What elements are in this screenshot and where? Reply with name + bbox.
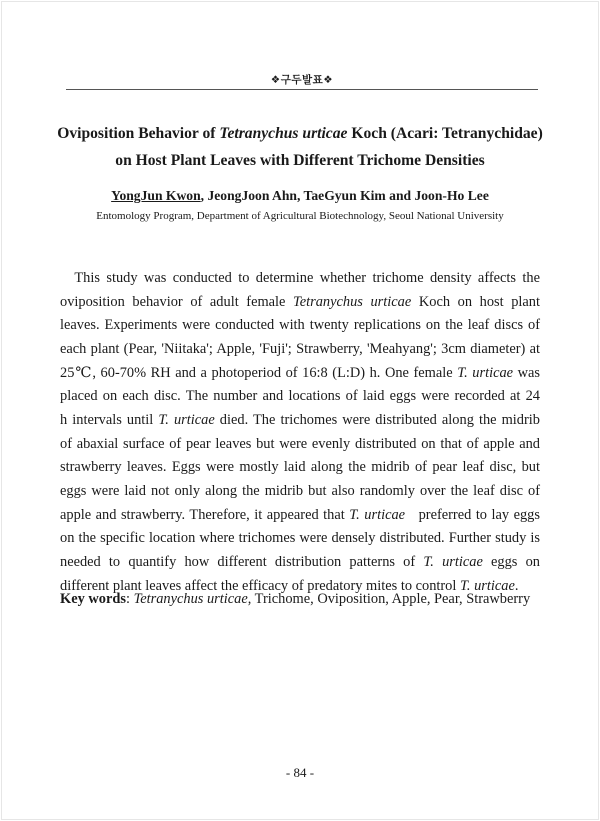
abstract-line: needed to quantify how different distribution patterns of T. urticae eggs on xyxy=(60,553,540,570)
abstract-line: different plant leaves affect the efficacy of predatory mites to control T. urticae. xyxy=(60,577,519,594)
keywords: Key words: Tetranychus urticae, Trichome, Oviposition, Apple, Pear, Strawberry xyxy=(60,591,531,607)
abstract-line: strawberry leaves. Eggs were mostly laid along the midrib of pear leaf disc, but xyxy=(60,459,540,476)
abstract-body xyxy=(60,267,540,598)
co-authors: , JeongJoon Ahn, TaeGyun Kim and Joon-Ho Lee xyxy=(200,188,489,203)
abstract-line: h intervals until T. urticae died. The trichomes were distributed along the midrib xyxy=(60,411,540,428)
section-header: ❖구두발표❖ xyxy=(270,74,334,86)
header-divider xyxy=(66,89,538,90)
title-line-2: on Host Plant Leaves with Different Trichome Densities xyxy=(115,152,485,169)
abstract-line: This study was conducted to determine whether trichome density affects the xyxy=(74,270,540,286)
abstract-line: placed on each disc. The number and locations of laid eggs were recorded at 24 xyxy=(60,388,540,405)
abstract-line: each plant (Pear, 'Niitaka'; Apple, 'Fuji'; Strawberry, 'Meahyang'; 3cm diameter) at xyxy=(60,340,540,357)
keyword-species: Tetranychus urticae xyxy=(133,591,248,607)
abstract-line: 25℃, 60-70% RH and a photoperiod of 16:8 (L:D) h. One female T. urticae was xyxy=(60,364,540,381)
paper-title xyxy=(40,120,560,174)
presenting-author: YongJun Kwon xyxy=(111,188,201,203)
title-species: Tetranychus urticae xyxy=(219,125,348,142)
abstract-line: oviposition behavior of adult female Tetranychus urticae Koch on host plant xyxy=(60,293,540,310)
page-number: - 84 - xyxy=(285,765,315,780)
abstract-line: leaves. Experiments were conducted with twenty replications on the leaf discs of xyxy=(60,317,540,334)
abstract-line: eggs were laid not only along the midrib but also randomly over the leaf disc of xyxy=(60,482,540,499)
abstract-line: on the specific location where trichomes were densely distributed. Further study is xyxy=(60,530,540,547)
affiliation: Entomology Program, Department of Agricultural Biotechnology, Seoul National University xyxy=(96,210,504,222)
keyword-list: , Trichome, Oviposition, Apple, Pear, Strawberry xyxy=(247,591,531,607)
keywords-label: Key words xyxy=(60,591,126,607)
title-line-1: Oviposition Behavior of Tetranychus urticae Koch (Acari: Tetranychidae) xyxy=(57,125,543,142)
author-list xyxy=(40,188,560,204)
abstract-line: apple and strawberry. Therefore, it appeared that T. urticae preferred to lay eggs xyxy=(60,506,540,523)
abstract-line: of abaxial surface of pear leaves but were evenly distributed on that of apple and xyxy=(60,435,540,452)
